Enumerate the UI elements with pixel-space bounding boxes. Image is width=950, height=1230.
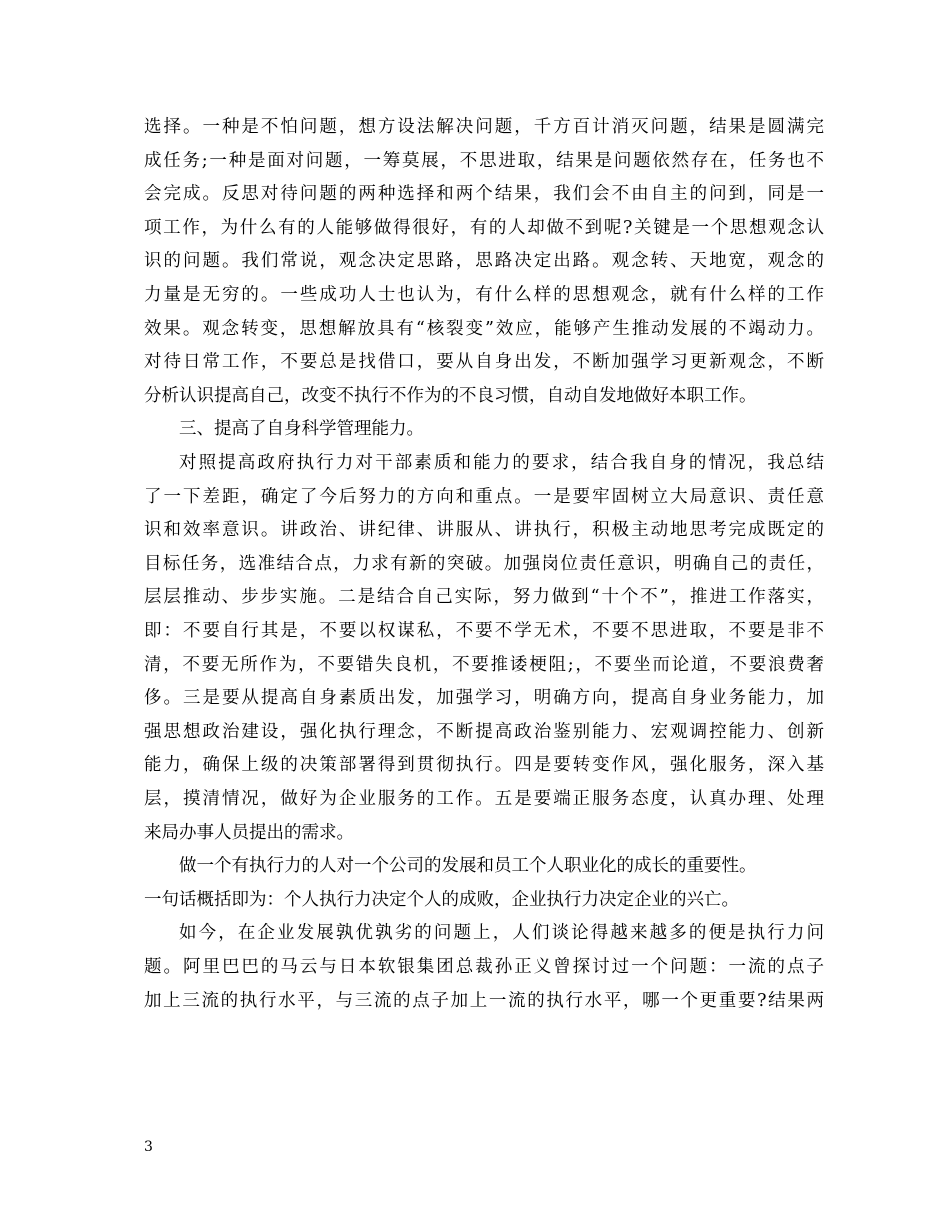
text-line: 题。阿里巴巴的马云与日本软银集团总裁孙正义曾探讨过一个问题：一流的点子 — [144, 957, 824, 977]
text-line: 一句话概括即为：个人执行力决定个人的成败，企业执行力决定企业的兴亡。 — [144, 889, 739, 910]
text-line: 了一下差距，确定了今后努力的方向和重点。一是要牢固树立大局意识、责任意 — [144, 486, 824, 507]
text-line: 层，摸清情况，做好为企业服务的工作。五是要端正服务态度，认真办理、处理 — [144, 789, 824, 809]
text-line: 做一个有执行力的人对一个公司的发展和员工个人职业化的成长的重要性。 — [179, 856, 757, 877]
text-line: 选择。一种是不怕问题，想方设法解决问题，千方百计消灭问题，结果是圆满完 — [144, 117, 824, 137]
text-line: 侈。三是要从提高自身素质出发，加强学习，明确方向，提高自身业务能力，加 — [144, 688, 824, 709]
text-line: 目标任务，选准结合点，力求有新的突破。加强岗位责任意识，明确自己的责任， — [144, 553, 824, 574]
text-line: 三、提高了自身科学管理能力。 — [179, 419, 424, 440]
text-line: 强思想政治建设，强化执行理念，不断提高政治鉴别能力、宏观调控能力、创新 — [144, 721, 824, 742]
page-number: 3 — [144, 1139, 153, 1155]
text-line: 能力，确保上级的决策部署得到贯彻执行。四是要转变作风，强化服务，深入基 — [144, 755, 824, 776]
text-line: 层层推动、步步实施。二是结合自己实际，努力做到“十个不”，推进工作落实， — [144, 587, 824, 608]
text-line: 对照提高政府执行力对干部素质和能力的要求，结合我自身的情况，我总结 — [179, 453, 824, 473]
text-line: 来局办事人员提出的需求。 — [144, 822, 354, 843]
text-line: 对待日常工作，不要总是找借口，要从自身出发，不断加强学习更新观念，不断 — [144, 352, 824, 373]
text-line: 加上三流的执行水平，与三流的点子加上一流的执行水平，哪一个更重要?结果两 — [144, 990, 824, 1011]
text-line: 分析认识提高自己，改变不执行不作为的不良习惯，自动自发地做好本职工作。 — [144, 385, 757, 406]
text-line: 清，不要无所作为，不要错失良机，不要推诿梗阻;，不要坐而论道，不要浪费奢 — [144, 654, 824, 675]
text-line: 力量是无穷的。一些成功人士也认为，有什么样的思想观念，就有什么样的工作 — [144, 285, 824, 305]
text-line: 成任务;一种是面对问题，一筹莫展，不思进取，结果是问题依然存在，任务也不 — [144, 150, 824, 171]
text-line: 即：不要自行其是，不要以权谋私，不要不学无术，不要不思进取，不要是非不 — [144, 621, 824, 641]
text-line: 会完成。反思对待问题的两种选择和两个结果，我们会不由自主的问到，同是一 — [144, 184, 824, 205]
text-line: 如今，在企业发展孰优孰劣的问题上，人们谈论得越来越多的便是执行力问 — [179, 923, 824, 944]
text-line: 识的问题。我们常说，观念决定思路，思路决定出路。观念转、天地宽，观念的 — [144, 251, 824, 272]
text-line: 识和效率意识。讲政治、讲纪律、讲服从、讲执行，积极主动地思考完成既定的 — [144, 520, 824, 541]
text-line: 效果。观念转变，思想解放具有“核裂变”效应，能够产生推动发展的不竭动力。 — [144, 318, 824, 339]
text-line: 项工作，为什么有的人能够做得很好，有的人却做不到呢?关键是一个思想观念认 — [144, 217, 824, 238]
